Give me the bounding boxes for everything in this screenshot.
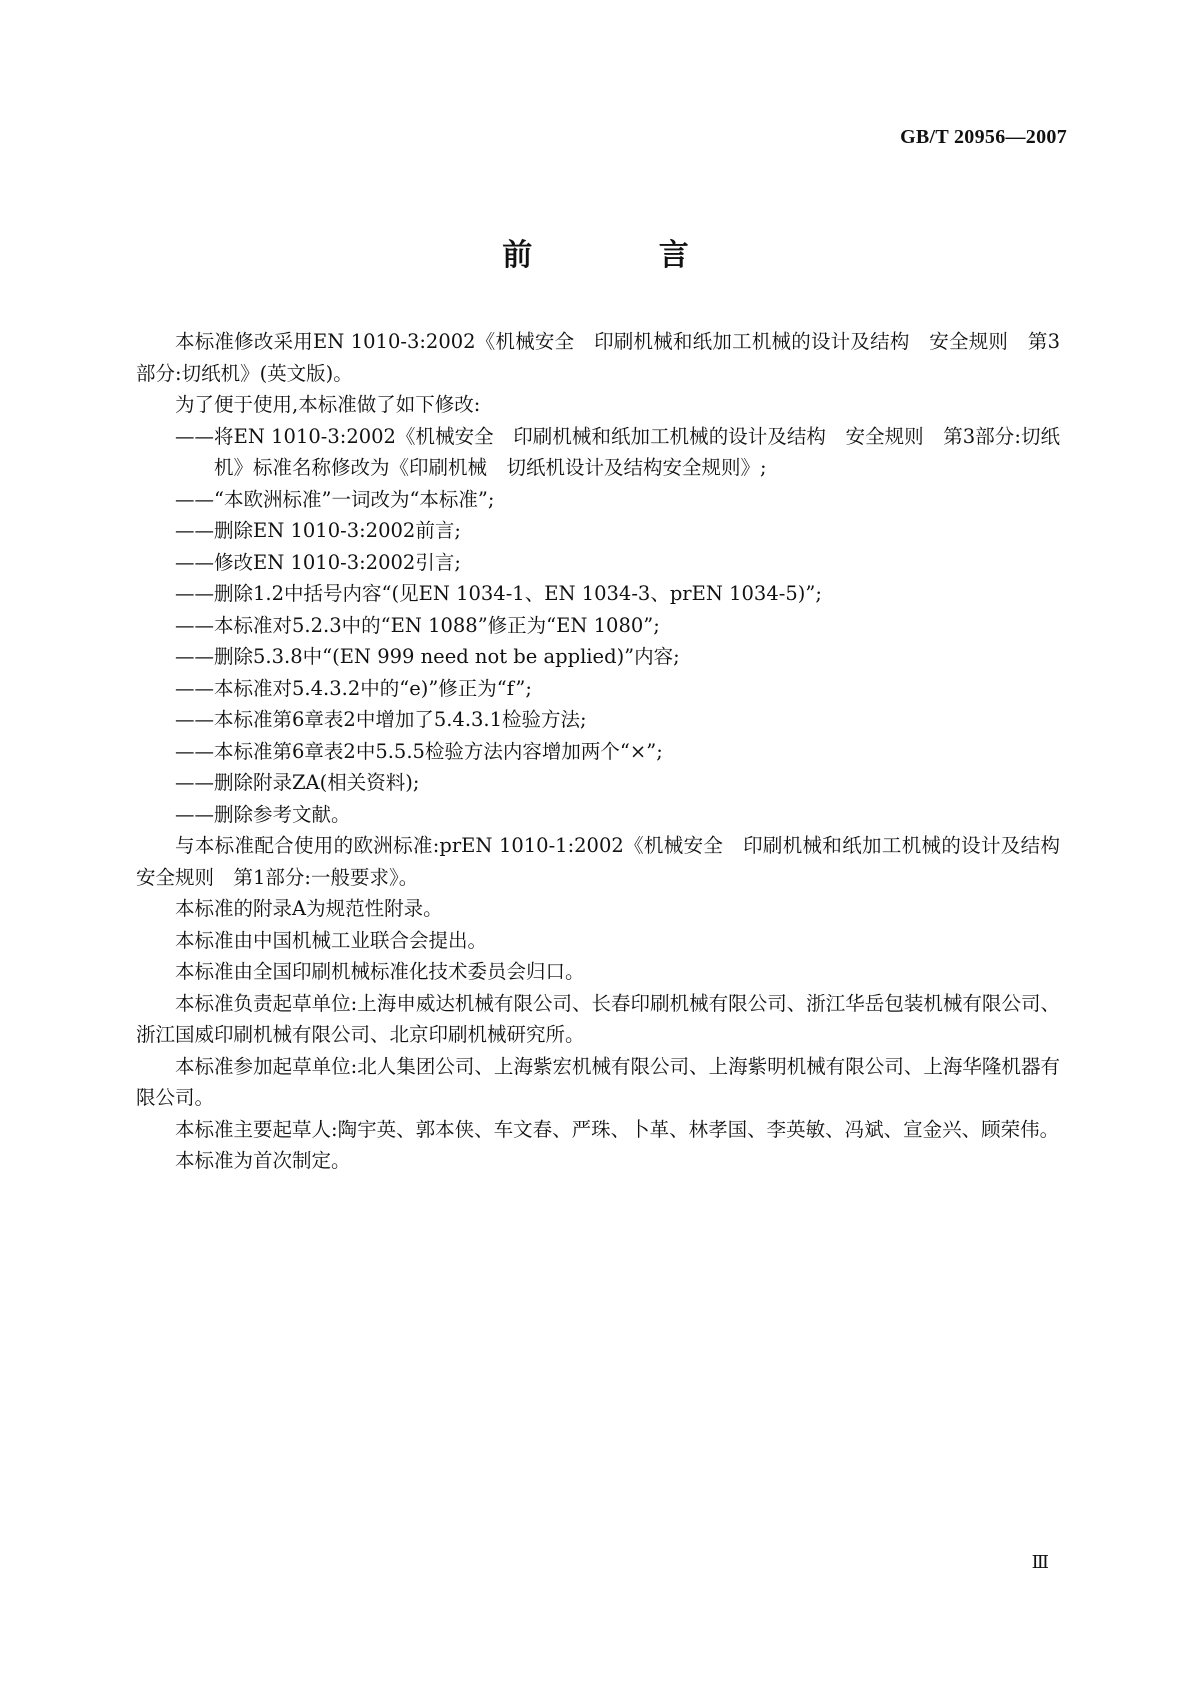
modification-list (136, 421, 1060, 831)
page-number: Ⅲ (1031, 1552, 1049, 1572)
closing-paragraph: 本标准由中国机械工业联合会提出。 (175, 928, 488, 952)
dash-mark: —— (175, 802, 214, 826)
list-item-text: “本欧洲标准”一词改为“本标准”; (214, 487, 495, 511)
foreword-body (136, 326, 1080, 1177)
list-item-text: 删除1.2中括号内容“(见EN 1034-1、EN 1034-3、prEN 1034-5)”; (214, 582, 822, 605)
closing-paragraph: 本标准为首次制定。 (175, 1149, 351, 1172)
dash-mark: —— (175, 582, 214, 605)
list-item-text: 将EN 1010-3:2002《机械安全 印刷机械和纸加工机械的设计及结构 安全规则 第3部分:切纸机》标准名称修改为《印刷机械 切纸机设计及结构安全规则》; (214, 424, 1060, 479)
page-title: 前 言 (502, 238, 747, 273)
list-item (136, 421, 1060, 484)
closing-paragraph: 与本标准配合使用的欧洲标准:prEN 1010-1:2002《机械安全 印刷机械和纸加工机械的设计及结构 安全规则 第1部分:一般要求》。 (136, 834, 1080, 889)
intro-paragraph: 本标准修改采用EN 1010-3:2002《机械安全 印刷机械和纸加工机械的设计及结构 安全规则 第3部分:切纸机》(英文版)。 (136, 330, 1060, 385)
list-item-text: 本标准第6章表2中5.5.5检验方法内容增加两个“×”; (214, 739, 663, 763)
list-item (136, 767, 1060, 799)
list-item (136, 641, 1060, 673)
closing-paragraph: 本标准负责起草单位:上海申威达机械有限公司、长春印刷机械有限公司、浙江华岳包装机械有限公司、浙江国威印刷机械有限公司、北京印刷机械研究所。 (136, 991, 1060, 1046)
closing-paragraph: 本标准主要起草人:陶宇英、郭本侠、车文春、严珠、卜革、林孝国、李英敏、冯斌、宣金兴、顾荣伟。 (175, 1117, 1060, 1141)
dash-mark: —— (175, 519, 214, 542)
dash-mark: —— (175, 771, 214, 794)
closing-paragraph: 本标准参加起草单位:北人集团公司、上海紫宏机械有限公司、上海紫明机械有限公司、上海华隆机器有限公司。 (136, 1054, 1060, 1109)
list-item-text: 本标准对5.2.3中的“EN 1088”修正为“EN 1080”; (214, 613, 660, 637)
intro-paragraph: 为了便于使用,本标准做了如下修改: (175, 393, 481, 416)
dash-mark: —— (175, 487, 214, 511)
list-item (136, 704, 1060, 736)
list-item (136, 610, 1060, 642)
list-item (136, 547, 1060, 579)
dash-mark: —— (175, 708, 214, 731)
dash-mark: —— (175, 550, 214, 574)
list-item-text: 本标准对5.4.3.2中的“e)”修正为“f”; (214, 676, 532, 700)
list-item (136, 673, 1060, 705)
list-item-text: 删除附录ZA(相关资料); (214, 771, 420, 794)
list-item (136, 736, 1060, 768)
list-item (136, 578, 1060, 610)
dash-mark: —— (175, 424, 214, 448)
closing-paragraph: 本标准由全国印刷机械标准化技术委员会归口。 (175, 960, 585, 983)
standard-code: GB/T 20956—2007 (900, 126, 1067, 148)
dash-mark: —— (175, 676, 214, 700)
list-item (136, 799, 1060, 831)
dash-mark: —— (175, 739, 214, 763)
list-item-text: 删除5.3.8中“(EN 999 need not be applied)”内容; (214, 645, 680, 668)
list-item-text: 修改EN 1010-3:2002引言; (214, 550, 461, 574)
dash-mark: —— (175, 645, 214, 668)
list-item-text: 本标准第6章表2中增加了5.4.3.1检验方法; (214, 708, 587, 731)
list-item-text: 删除参考文献。 (214, 802, 351, 826)
list-item (136, 484, 1060, 516)
closing-paragraph: 本标准的附录A为规范性附录。 (175, 897, 443, 920)
list-item-text: 删除EN 1010-3:2002前言; (214, 519, 461, 542)
list-item (136, 515, 1060, 547)
dash-mark: —— (175, 613, 214, 637)
